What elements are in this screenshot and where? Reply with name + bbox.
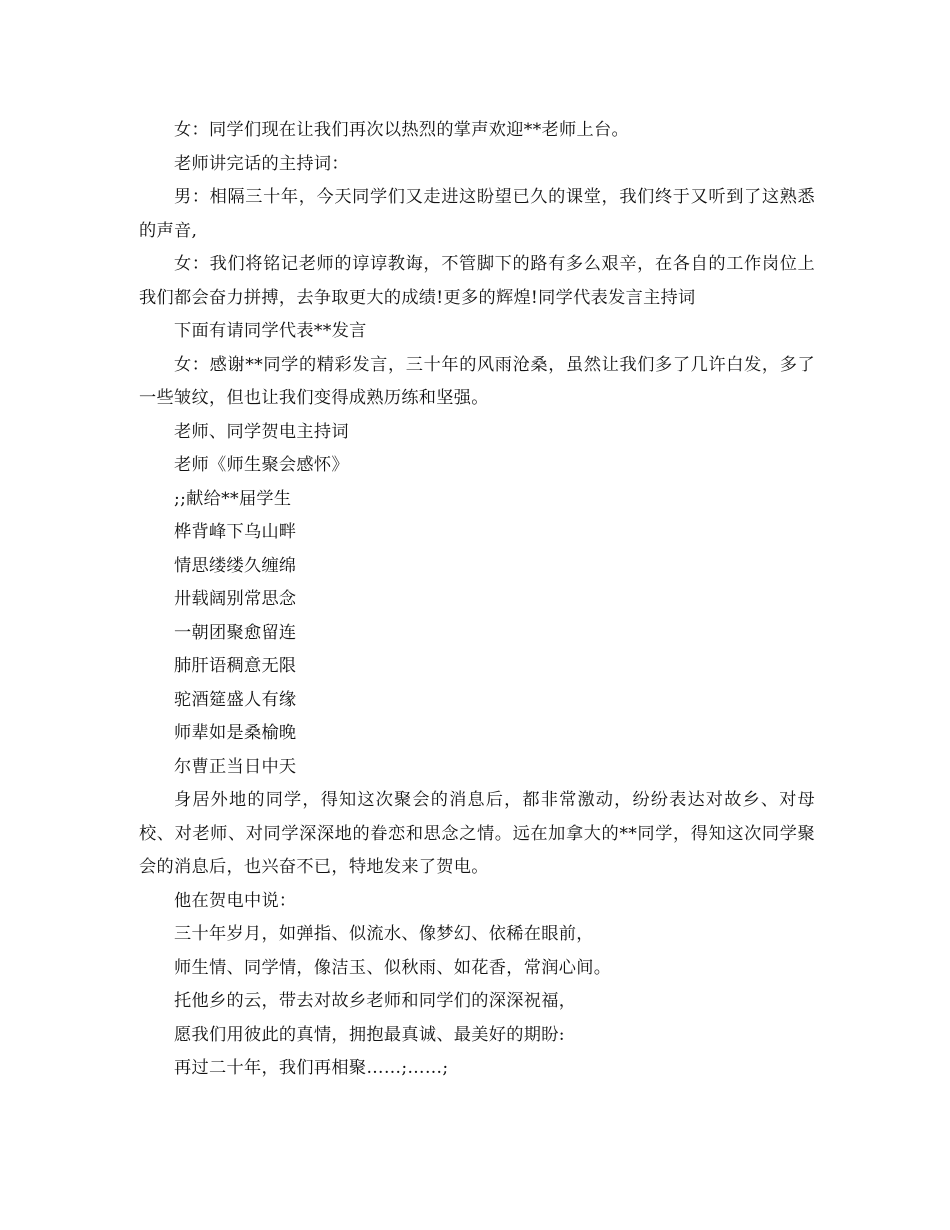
poem-line-2: 情思缕缕久缠绵 xyxy=(174,555,297,576)
document-body xyxy=(139,114,815,1086)
paragraph-female-welcome-teacher: 女：同学们现在让我们再次以热烈的掌声欢迎**老师上台。 xyxy=(174,120,629,140)
paragraph-female-remember-teachings: 女：我们将铭记老师的谆谆教诲，不管脚下的路有多么艰辛，在各自的工作岗位上我们都会奋力拼搏，去争取更大的成绩!更多的辉煌!同学代表发言主持词 xyxy=(139,254,815,308)
poem-line-4: 一朝团聚愈留连 xyxy=(174,622,297,643)
poem-line-7: 师辈如是桑榆晚 xyxy=(174,723,297,743)
poem-line-6: 驼酒筵盛人有缘 xyxy=(174,689,297,710)
paragraph-heading-congratulations: 老师、同学贺电主持词 xyxy=(174,421,349,442)
poem-line-8: 尔曹正当日中天 xyxy=(174,756,297,777)
paragraph-female-thanks-speech: 女：感谢**同学的精彩发言，三十年的风雨沧桑，虽然让我们多了几许白发，多了一些皱纹，但也让我们变得成熟历练和坚强。 xyxy=(139,354,815,408)
paragraph-heading-after-teacher-speech: 老师讲完话的主持词： xyxy=(174,153,349,174)
telegram-line-5: 再过二十年，我们再相聚……;……; xyxy=(174,1058,449,1078)
poem-line-3: 卅载阔别常思念 xyxy=(174,589,297,609)
telegram-line-2: 师生情、同学情，像洁玉、似秋雨、如花香，常润心间。 xyxy=(174,957,612,978)
poem-title: 老师《师生聚会感怀》 xyxy=(174,455,349,475)
telegram-line-1: 三十年岁月，如弹指、似流水、像梦幻、依稀在眼前， xyxy=(174,924,594,944)
telegram-line-3: 托他乡的云，带去对故乡老师和同学们的深深祝福， xyxy=(174,991,577,1011)
paragraph-male-thirty-years: 男：相隔三十年，今天同学们又走进这盼望已久的课堂，我们终于又听到了这熟悉的声音, xyxy=(139,187,815,241)
poem-line-1: 桦背峰下乌山畔 xyxy=(174,522,297,542)
telegram-line-4: 愿我们用彼此的真情，拥抱最真诚、最美好的期盼: xyxy=(174,1024,565,1045)
paragraph-invite-student-representative: 下面有请同学代表**发言 xyxy=(174,321,367,341)
paragraph-telegram-intro: 他在贺电中说： xyxy=(174,890,297,911)
poem-line-5: 肺肝语稠意无限 xyxy=(174,656,297,676)
paragraph-overseas-students: 身居外地的同学，得知这次聚会的消息后，都非常激动，纷纷表达对故乡、对母校、对老师、对同学深深地的眷恋和思念之情。远在加拿大的**同学，得知这次同学聚会的消息后，也兴奋不已，特地发来了贺电。 xyxy=(139,790,815,877)
poem-dedication: ;;献给**届学生 xyxy=(174,488,292,509)
